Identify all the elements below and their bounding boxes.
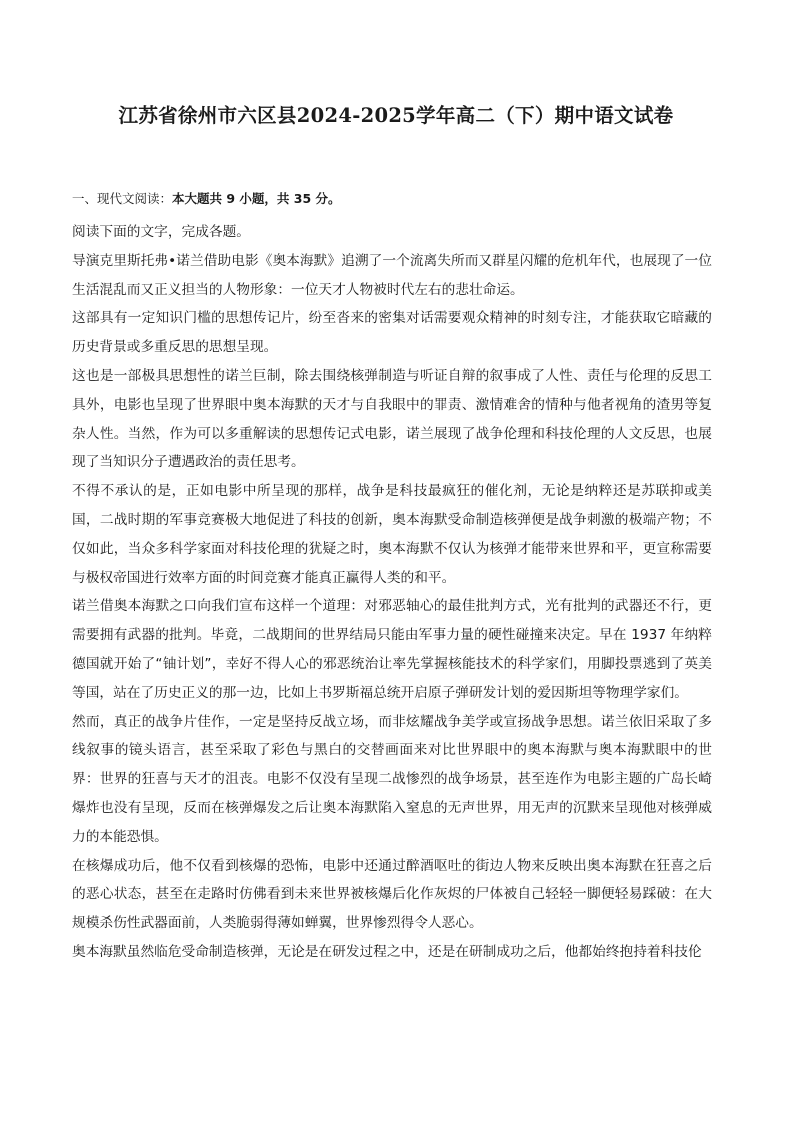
paragraph: 奥本海默虽然临危受命制造核弹，无论是在研发过程之中，还是在研制成功之后，他都始终抱持着科技伦 <box>72 943 702 960</box>
paragraph: 在核爆成功后，他不仅看到核爆的恐怖，电影中还通过醉酒呕吐的街边人物来反映出奥本海默在狂喜之后的恶心状态，甚至在走路时仿佛看到未来世界被核爆后化作灰烬的尸体被自己轻轻一脚便轻易踩破：在大规模杀伤性武器面前，人类脆弱得薄如蝉翼，世界惨烈得令人恶心。 <box>72 857 712 932</box>
paragraph: 诺兰借奥本海默之口向我们宣布这样一个道理：对邪恶轴心的最佳批判方式，光有批判的武器还不行，更需要拥有武器的批判。毕竟，二战期间的世界结局只能由军事力量的硬性碰撞来决定。早在 1937 年纳粹德国就开始了“铀计划”，幸好不得人心的邪恶统治让率先掌握核能技术的科学家们，用脚投票逃到了英美等国，站在了历史正义的那一边，比如上书罗斯福总统开启原子弹研发计划的爱因斯坦等物理学家们。 <box>72 598 712 701</box>
paragraph: 不得不承认的是，正如电影中所呈现的那样，战争是科技最疯狂的催化剂，无论是纳粹还是苏联抑或美国，二战时期的军事竞赛极大地促进了科技的创新，奥本海默受命制造核弹便是战争刺激的极端产物；不仅如此，当众多科学家面对科技伦理的犹疑之时，奥本海默不仅认为核弹才能带来世界和平，更宣称需要与极权帝国进行效率方面的时间竞赛才能真正赢得人类的和平。 <box>72 483 712 586</box>
page-title: 江苏省徐州市六区县2024-2025学年高二（下）期中语文试卷 <box>118 104 674 127</box>
section-label: 一、现代文阅读： <box>72 191 173 206</box>
section-heading <box>72 190 712 208</box>
section-summary: 本大题共 9 小题，共 35 分。 <box>172 191 341 206</box>
paragraph: 这部具有一定知识门槛的思想传记片，纷至沓来的密集对话需要观众精神的时刻专注，才能获取它暗藏的历史背景或多重反思的思想呈现。 <box>72 310 712 356</box>
paragraph: 然而，真正的战争片佳作，一定是坚持反战立场，而非炫耀战争美学或宣扬战争思想。诺兰依旧采取了多线叙事的镜头语言，甚至采取了彩色与黑白的交替画面来对比世界眼中的奥本海默与奥本海默眼中的世界：世界的狂喜与天才的沮丧。电影不仅没有呈现二战惨烈的战争场景，甚至连作为电影主题的广岛长崎爆炸也没有呈现，反而在核弹爆发之后让奥本海默陷入窒息的无声世界，用无声的沉默来呈现他对核弹威力的本能恐惧。 <box>72 713 712 845</box>
paragraph: 这也是一部极具思想性的诺兰巨制，除去围绕核弹制造与听证自辩的叙事成了人性、责任与伦理的反思工具外，电影也呈现了世界眼中奥本海默的天才与自我眼中的罪责、激情难舍的情种与他者视角的渣男等复杂人性。当然，作为可以多重解读的思想传记式电影，诺兰展现了战争伦理和科技伦理的人文反思，也展现了当知识分子遭遇政治的责任思考。 <box>72 367 712 471</box>
paragraph: 导演克里斯托弗•诺兰借助电影《奥本海默》追溯了一个流离失所而又群星闪耀的危机年代，也展现了一位生活混乱而又正义担当的人物形象：一位天才人物被时代左右的悲壮命运。 <box>72 252 712 298</box>
reading-instruction: 阅读下面的文字，完成各题。 <box>72 224 250 240</box>
